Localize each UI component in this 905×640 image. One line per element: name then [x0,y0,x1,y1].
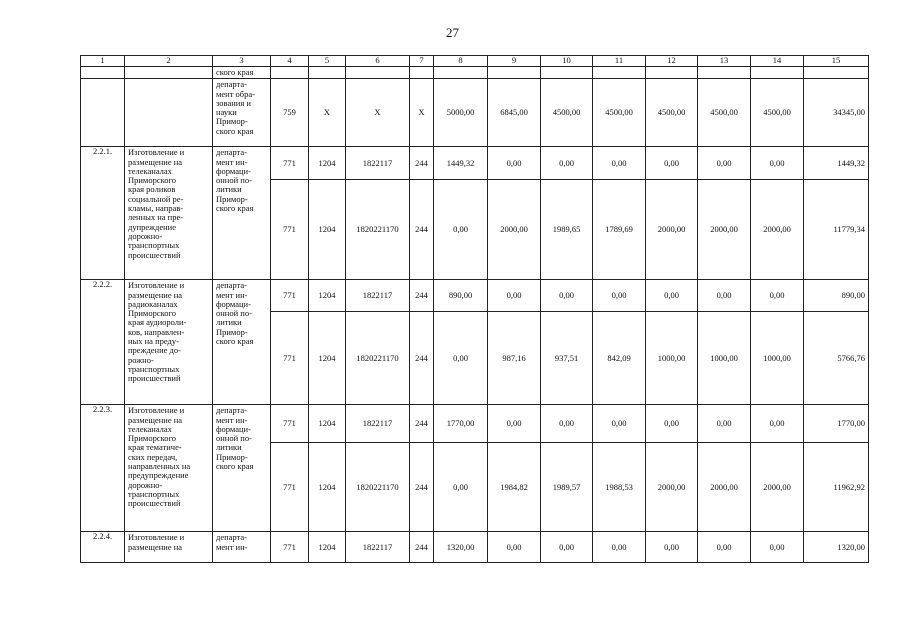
col-header: 8 [434,56,488,67]
table-cell: 0,00 [541,405,593,443]
table-cell: 244 [410,147,434,180]
table-cell: 759 [271,79,309,147]
table-cell: 0,00 [698,532,751,563]
table-cell: 0,00 [646,280,698,312]
table-cell: 244 [410,280,434,312]
table-cell: 1204 [309,443,346,532]
table-cell: 1989,65 [541,180,593,280]
table-cell: X [346,79,410,147]
table-cell: 771 [271,443,309,532]
item-description: Изготовление и размещение на телеканалах Приморского края роликов социальной ре- кламы, направ- ленных на пре- дупреждение дорожно- транспортных происшествий [125,147,213,280]
table-cell: 771 [271,180,309,280]
table-cell: 771 [271,532,309,563]
table-cell: 0,00 [751,405,804,443]
table-cell: 1204 [309,532,346,563]
table-cell: 0,00 [698,280,751,312]
table-cell: 1204 [309,147,346,180]
table-cell: 771 [271,147,309,180]
table-cell: 1989,57 [541,443,593,532]
table-cell: 1204 [309,312,346,405]
table-cell: 0,00 [541,280,593,312]
table-row [81,532,869,563]
col-header: 1 [81,56,125,67]
executor-cell: департа- мент ин- формаци- онной по- литики Примор- ского края [213,405,271,532]
table-cell: 1000,00 [751,312,804,405]
table-cell: 0,00 [593,405,646,443]
table-cell: 0,00 [646,532,698,563]
col-header: 11 [593,56,646,67]
table-cell: 890,00 [434,280,488,312]
table-cell: 1822117 [346,532,410,563]
table-cell: 0,00 [751,147,804,180]
table-cell: 4500,00 [646,79,698,147]
table-cell: 1449,32 [804,147,869,180]
table-cell: 1000,00 [698,312,751,405]
table-cell: 2000,00 [488,180,541,280]
table-cell: 1822117 [346,280,410,312]
table-cell: 0,00 [751,280,804,312]
table-cell: 0,00 [434,180,488,280]
col-header: 5 [309,56,346,67]
table-cell: 1820221170 [346,443,410,532]
table-cell: 0,00 [698,405,751,443]
table-row [81,67,869,79]
table-cell: 1820221170 [346,180,410,280]
table-cell: 11779,34 [804,180,869,280]
table-cell: 0,00 [541,532,593,563]
table-cell: 0,00 [488,532,541,563]
item-number: 2.2.4. [81,532,125,563]
col-header: 2 [125,56,213,67]
table-cell: 0,00 [434,443,488,532]
col-header: 12 [646,56,698,67]
table-cell: 0,00 [593,280,646,312]
table-cell: 842,09 [593,312,646,405]
table-cell: 771 [271,405,309,443]
table-cell: 937,51 [541,312,593,405]
table-cell: 2000,00 [646,180,698,280]
table-cell: 890,00 [804,280,869,312]
table-cell: 244 [410,532,434,563]
table-cell: 1770,00 [804,405,869,443]
table-cell: 1204 [309,180,346,280]
table-cell: 987,16 [488,312,541,405]
table-cell: 1770,00 [434,405,488,443]
col-header: 15 [804,56,869,67]
table-cell: 2000,00 [751,180,804,280]
item-description: Изготовление и размещение на радиоканалах Приморского края аудиороли- ков, направлен- ных на преду- преждение до- рожно- транспортных происшествий [125,280,213,405]
table-row [81,405,869,443]
table-cell: 771 [271,280,309,312]
table-cell: 2000,00 [698,443,751,532]
table-cell: 4500,00 [593,79,646,147]
page-number: 27 [446,25,459,40]
table-cell: 2000,00 [751,443,804,532]
table-cell: 0,00 [751,532,804,563]
table-cell: 1204 [309,405,346,443]
item-number: 2.2.3. [81,405,125,532]
table-cell: 0,00 [434,312,488,405]
table-cell: 0,00 [541,147,593,180]
table-cell: 1820221170 [346,312,410,405]
item-number: 2.2.2. [81,280,125,405]
table-cell: 771 [271,312,309,405]
budget-table [80,55,869,563]
table-cell: 1320,00 [434,532,488,563]
column-number-row [81,56,869,67]
table-cell: 0,00 [646,405,698,443]
table-cell: 11962,92 [804,443,869,532]
table-cell: 1789,69 [593,180,646,280]
executor-cell: департа- мент ин- [213,532,271,563]
col-header: 13 [698,56,751,67]
table-cell: 1320,00 [804,532,869,563]
item-description: Изготовление и размещение на [125,532,213,563]
executor-cell: департа- мент ин- формаци- онной по- литики Примор- ского края [213,280,271,405]
table-cell: 5000,00 [434,79,488,147]
table-cell: 0,00 [488,280,541,312]
table-row [81,280,869,312]
table-cell: 1822117 [346,147,410,180]
table-cell: 244 [410,180,434,280]
table-cell: 6845,00 [488,79,541,147]
col-header: 14 [751,56,804,67]
item-number: 2.2.1. [81,147,125,280]
table-cell: 244 [410,405,434,443]
table-cell: 34345,00 [804,79,869,147]
table-row [81,147,869,180]
col-header: 10 [541,56,593,67]
table-cell: 2000,00 [646,443,698,532]
col-header: 9 [488,56,541,67]
table-cell: 4500,00 [698,79,751,147]
table-cell: 0,00 [488,147,541,180]
table-cell: 1822117 [346,405,410,443]
table-cell: X [410,79,434,147]
table-cell: 1984,82 [488,443,541,532]
table-cell: 1000,00 [646,312,698,405]
col-header: 6 [346,56,410,67]
table-cell: 1449,32 [434,147,488,180]
table-row [81,79,869,147]
table-cell: 244 [410,312,434,405]
table-cell: 0,00 [593,532,646,563]
table-cell: 0,00 [488,405,541,443]
executor-cell: департа- мент обра- зования и науки Примор- ского края [213,79,271,147]
table-cell: 4500,00 [541,79,593,147]
table-cell: 0,00 [593,147,646,180]
executor-cell: ского края [213,67,271,79]
table-cell: 4500,00 [751,79,804,147]
table-cell: 2000,00 [698,180,751,280]
table-cell: 1988,53 [593,443,646,532]
table-cell: 0,00 [698,147,751,180]
table-cell: X [309,79,346,147]
col-header: 7 [410,56,434,67]
table-cell: 1204 [309,280,346,312]
table-cell: 0,00 [646,147,698,180]
col-header: 4 [271,56,309,67]
table-cell: 244 [410,443,434,532]
executor-cell: департа- мент ин- формаци- онной по- литики Примор- ского края [213,147,271,280]
item-description: Изготовление и размещение на телеканалах Приморского края тематиче- ских передач, направленных на предупреждение дорожно- транспортных происшествий [125,405,213,532]
table-cell: 5766,76 [804,312,869,405]
col-header: 3 [213,56,271,67]
